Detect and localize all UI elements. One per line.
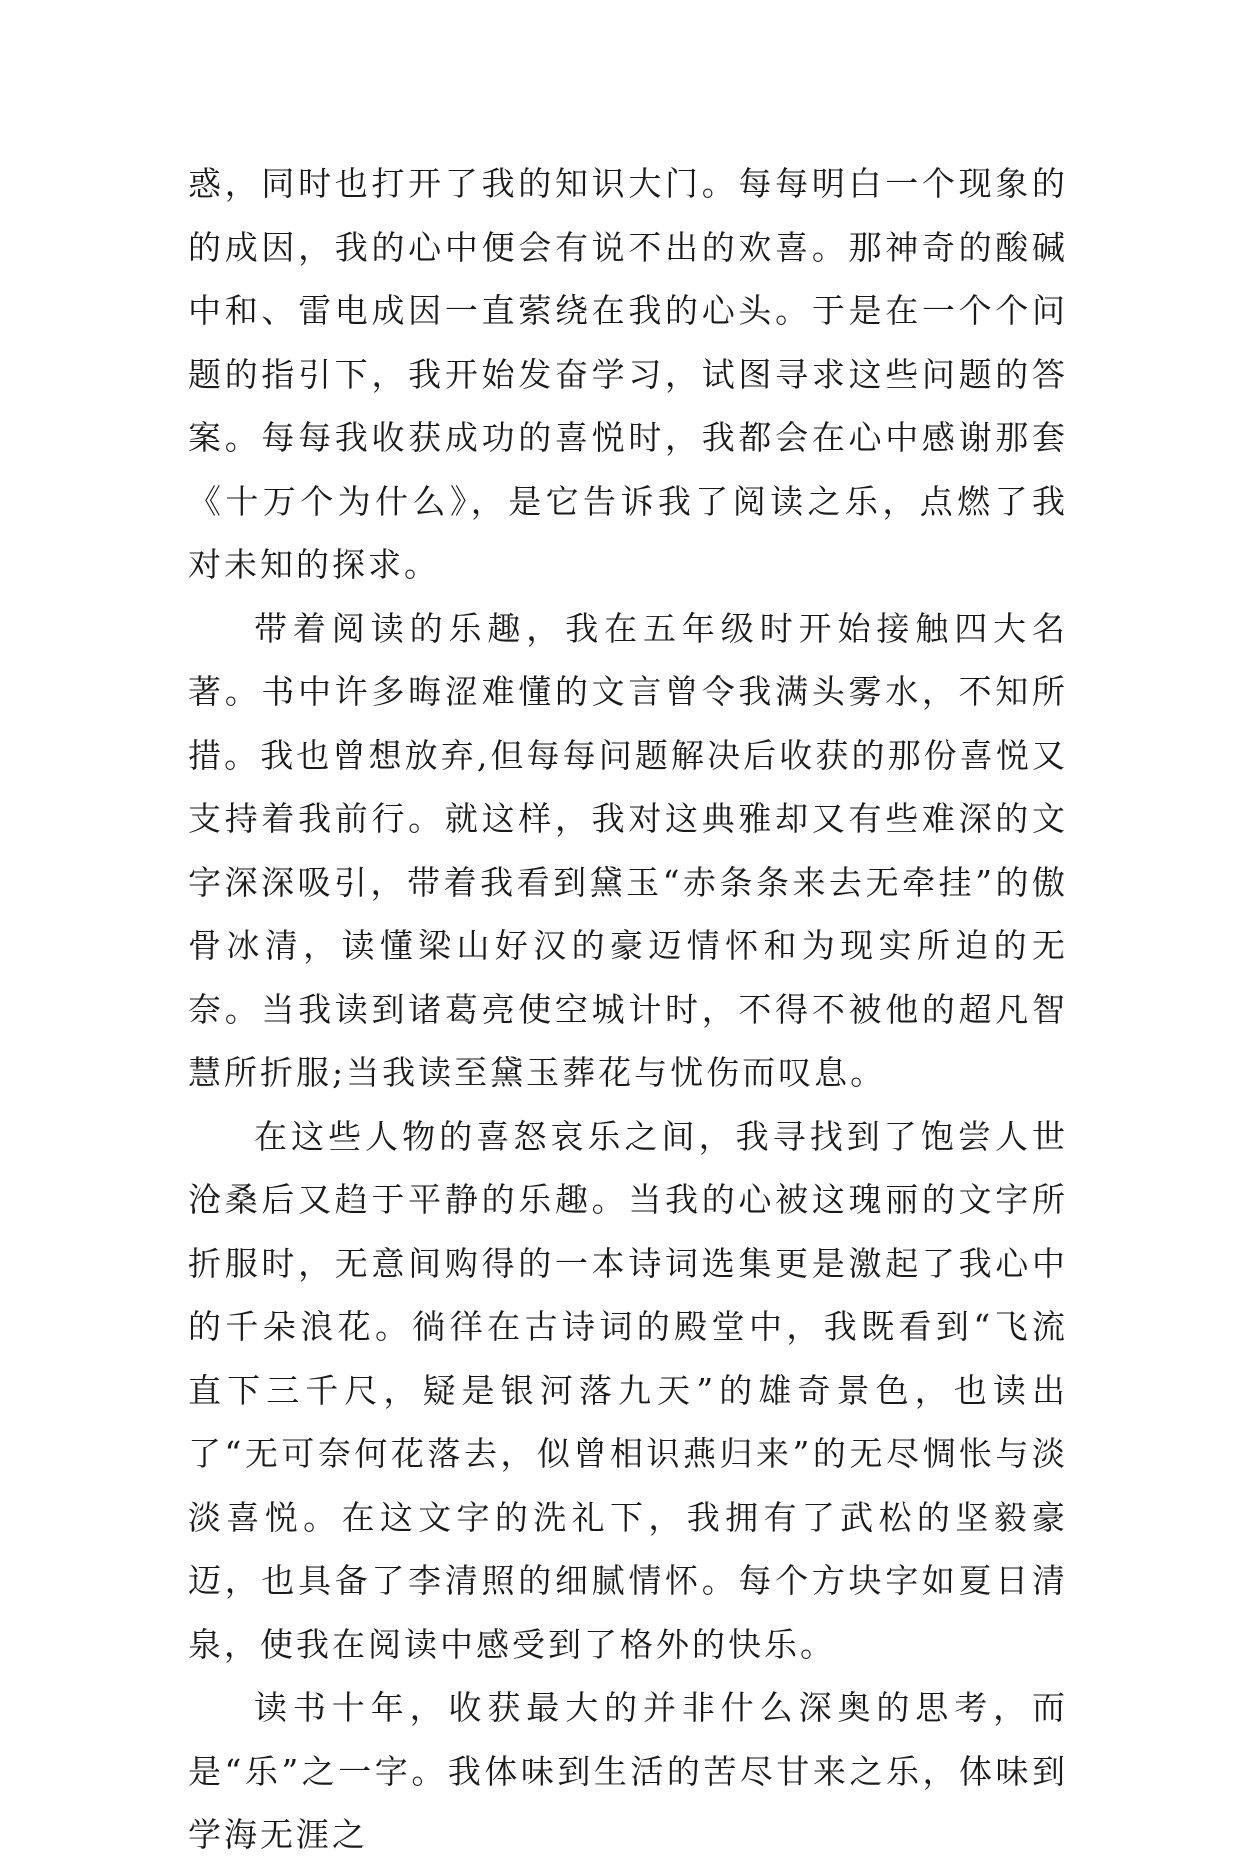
paragraph-1: 惑，同时也打开了我的知识大门。每每明白一个现象的的成因，我的心中便会有说不出的欢喜。那神奇的酸碱中和、雷电成因一直萦绕在我的心头。于是在一个个问题的指引下，我开始发奋学习，试图寻求这些问题的答案。每每我收获成功的喜悦时，我都会在心中感谢那套《十万个为什么》，是它告诉我了阅读之乐，点燃了我对未知的探求。 [188,164,1068,584]
paragraph-2: 带着阅读的乐趣，我在五年级时开始接触四大名著。书中许多晦涩难懂的文言曾令我满头雾水，不知所措。我也曾想放弃,但每每问题解决后收获的那份喜悦又支持着我前行。就这样，我对这典雅却又有些难深的文字深深吸引，带着我看到黛玉“赤条条来去无牵挂”的傲骨冰清，读懂梁山好汉的豪迈情怀和为现实所迫的无奈。当我读到诸葛亮使空城计时，不得不被他的超凡智慧所折服;当我读至黛玉葬花与忧伤而叹息。 [188,608,1068,1092]
paragraph-4: 读书十年，收获最大的并非什么深奥的思考，而是“乐”之一字。我体味到生活的苦尽甘来之乐，体味到学海无涯之 [188,1688,1068,1854]
paragraph-3: 在这些人物的喜怒哀乐之间，我寻找到了饱尝人世沧桑后又趋于平静的乐趣。当我的心被这瑰丽的文字所折服时，无意间购得的一本诗词选集更是激起了我心中的千朵浪花。徜徉在古诗词的殿堂中，我既看到“飞流直下三千尺，疑是银河落九天”的雄奇景色，也读出了“无可奈何花落去，似曾相识燕归来”的无尽惆怅与淡淡喜悦。在这文字的洗礼下，我拥有了武松的坚毅豪迈，也具备了李清照的细腻情怀。每个方块字如夏日清泉，使我在阅读中感受到了格外的快乐。 [188,1116,1068,1664]
document-body [188,152,1068,1867]
